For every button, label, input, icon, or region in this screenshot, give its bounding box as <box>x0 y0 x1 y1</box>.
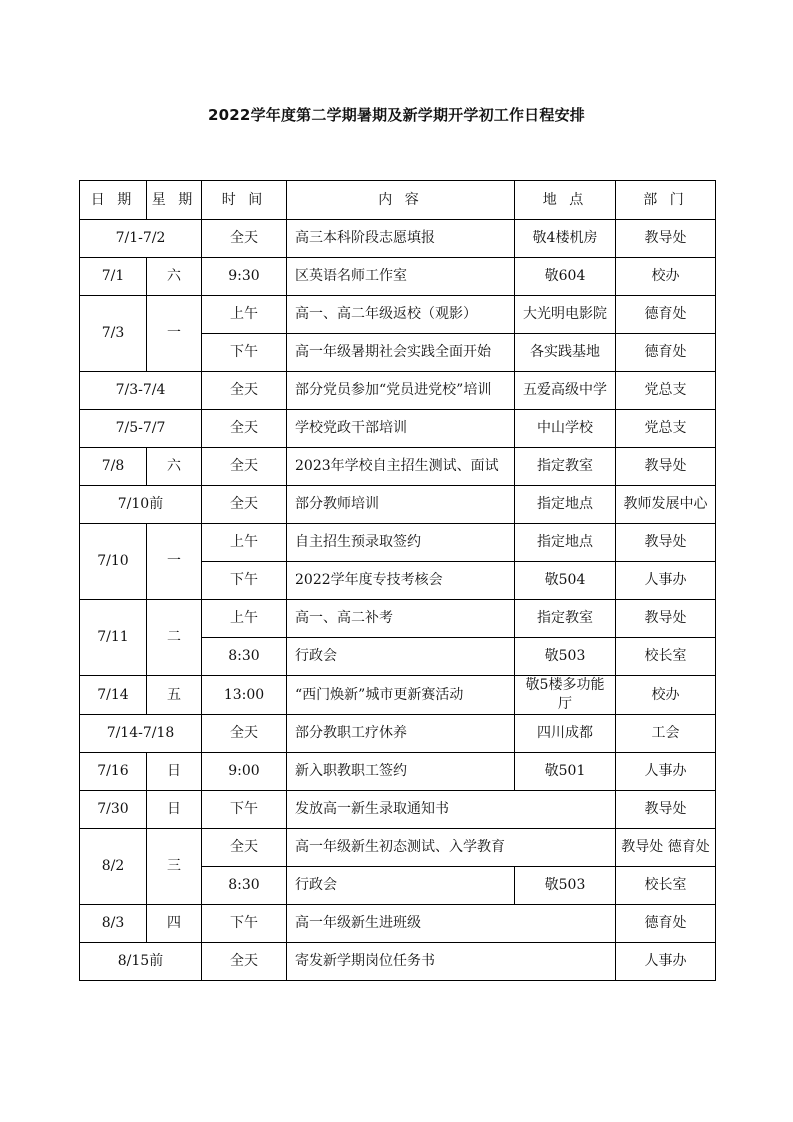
table-row <box>80 410 716 448</box>
weekday-cell: 五 <box>147 676 202 715</box>
location-cell: 五爱高级中学 <box>515 372 616 410</box>
location-cell: 中山学校 <box>515 410 616 448</box>
location-cell: 敬604 <box>515 258 616 296</box>
department-cell: 校长室 <box>616 867 716 905</box>
content-cell: 高一、高二补考 <box>287 600 515 638</box>
department-cell: 教导处 <box>616 524 716 562</box>
table-row <box>80 791 716 829</box>
department-cell: 教导处 德育处 <box>616 829 716 867</box>
time-cell: 上午 <box>202 296 287 334</box>
time-cell: 全天 <box>202 372 287 410</box>
time-cell: 下午 <box>202 791 287 829</box>
content-cell: 部分党员参加“党员进党校”培训 <box>287 372 515 410</box>
weekday-cell: 二 <box>147 600 202 676</box>
location-cell: 敬501 <box>515 753 616 791</box>
table-row <box>80 600 716 638</box>
date-cell: 7/8 <box>80 448 147 486</box>
date-cell: 8/15前 <box>80 943 202 981</box>
department-cell: 教导处 <box>616 220 716 258</box>
time-cell: 全天 <box>202 220 287 258</box>
time-cell: 9:30 <box>202 258 287 296</box>
time-cell: 上午 <box>202 600 287 638</box>
location-cell: 指定地点 <box>515 486 616 524</box>
date-cell: 7/14 <box>80 676 147 715</box>
date-cell: 7/16 <box>80 753 147 791</box>
table-row <box>80 448 716 486</box>
schedule-table <box>79 180 716 981</box>
header-location: 地 点 <box>515 181 616 220</box>
date-cell: 8/3 <box>80 905 147 943</box>
content-cell: 发放高一新生录取通知书 <box>287 791 616 829</box>
date-cell: 7/5-7/7 <box>80 410 202 448</box>
time-cell: 上午 <box>202 524 287 562</box>
department-cell: 校办 <box>616 258 716 296</box>
department-cell: 德育处 <box>616 296 716 334</box>
department-cell: 校长室 <box>616 638 716 676</box>
content-cell: 部分教师培训 <box>287 486 515 524</box>
content-cell: 2022学年度专技考核会 <box>287 562 515 600</box>
department-cell: 党总支 <box>616 372 716 410</box>
time-cell: 全天 <box>202 448 287 486</box>
weekday-cell: 三 <box>147 829 202 905</box>
content-cell: 区英语名师工作室 <box>287 258 515 296</box>
weekday-cell: 一 <box>147 524 202 600</box>
date-cell: 7/1 <box>80 258 147 296</box>
table-row <box>80 676 716 715</box>
header-weekday: 星 期 <box>147 181 202 220</box>
table-row <box>80 829 716 867</box>
table-row <box>80 486 716 524</box>
department-cell: 人事办 <box>616 943 716 981</box>
time-cell: 全天 <box>202 829 287 867</box>
weekday-cell: 四 <box>147 905 202 943</box>
table-row <box>80 905 716 943</box>
table-row <box>80 524 716 562</box>
table-row <box>80 220 716 258</box>
date-cell: 7/3 <box>80 296 147 372</box>
table-row <box>80 943 716 981</box>
document-title: 2022学年度第二学期暑期及新学期开学初工作日程安排 <box>208 106 585 124</box>
date-cell: 8/2 <box>80 829 147 905</box>
date-cell: 7/14-7/18 <box>80 715 202 753</box>
department-cell: 人事办 <box>616 753 716 791</box>
department-cell: 德育处 <box>616 905 716 943</box>
content-cell: 自主招生预录取签约 <box>287 524 515 562</box>
table-row <box>80 296 716 334</box>
content-cell: 部分教职工疗休养 <box>287 715 515 753</box>
time-cell: 下午 <box>202 334 287 372</box>
table-row <box>80 753 716 791</box>
weekday-cell: 一 <box>147 296 202 372</box>
department-cell: 党总支 <box>616 410 716 448</box>
weekday-cell: 日 <box>147 791 202 829</box>
table-row <box>80 715 716 753</box>
content-cell: 高一年级暑期社会实践全面开始 <box>287 334 515 372</box>
content-cell: 高一年级新生进班级 <box>287 905 616 943</box>
location-cell: 敬5楼多功能厅 <box>515 676 616 715</box>
department-cell: 教导处 <box>616 600 716 638</box>
date-cell: 7/30 <box>80 791 147 829</box>
date-cell: 7/10 <box>80 524 147 600</box>
department-cell: 校办 <box>616 676 716 715</box>
content-cell: 新入职教职工签约 <box>287 753 515 791</box>
date-cell: 7/1-7/2 <box>80 220 202 258</box>
time-cell: 下午 <box>202 562 287 600</box>
time-cell: 全天 <box>202 715 287 753</box>
location-cell: 敬503 <box>515 867 616 905</box>
content-cell: 行政会 <box>287 638 515 676</box>
content-cell: 寄发新学期岗位任务书 <box>287 943 616 981</box>
content-cell: 高三本科阶段志愿填报 <box>287 220 515 258</box>
content-cell: 行政会 <box>287 867 515 905</box>
location-cell: 敬504 <box>515 562 616 600</box>
weekday-cell: 日 <box>147 753 202 791</box>
date-cell: 7/10前 <box>80 486 202 524</box>
header-time: 时 间 <box>202 181 287 220</box>
date-cell: 7/3-7/4 <box>80 372 202 410</box>
department-cell: 工会 <box>616 715 716 753</box>
time-cell: 8:30 <box>202 867 287 905</box>
table-row <box>80 372 716 410</box>
location-cell: 指定教室 <box>515 448 616 486</box>
date-cell: 7/11 <box>80 600 147 676</box>
header-department: 部 门 <box>616 181 716 220</box>
location-cell: 大光明电影院 <box>515 296 616 334</box>
location-cell: 敬4楼机房 <box>515 220 616 258</box>
department-cell: 德育处 <box>616 334 716 372</box>
department-cell: 教导处 <box>616 448 716 486</box>
department-cell: 教导处 <box>616 791 716 829</box>
location-cell: 指定教室 <box>515 600 616 638</box>
content-cell: 学校党政干部培训 <box>287 410 515 448</box>
department-cell: 教师发展中心 <box>616 486 716 524</box>
content-cell: 2023年学校自主招生测试、面试 <box>287 448 515 486</box>
time-cell: 全天 <box>202 943 287 981</box>
time-cell: 全天 <box>202 410 287 448</box>
table-row <box>80 258 716 296</box>
content-cell: 高一年级新生初态测试、入学教育 <box>287 829 616 867</box>
time-cell: 下午 <box>202 905 287 943</box>
location-cell: 四川成都 <box>515 715 616 753</box>
time-cell: 9:00 <box>202 753 287 791</box>
header-content: 内 容 <box>287 181 515 220</box>
weekday-cell: 六 <box>147 258 202 296</box>
header-date: 日 期 <box>80 181 147 220</box>
time-cell: 全天 <box>202 486 287 524</box>
location-cell: 敬503 <box>515 638 616 676</box>
location-cell: 指定地点 <box>515 524 616 562</box>
department-cell: 人事办 <box>616 562 716 600</box>
content-cell: 高一、高二年级返校（观影） <box>287 296 515 334</box>
table-header-row <box>80 181 716 220</box>
weekday-cell: 六 <box>147 448 202 486</box>
time-cell: 13:00 <box>202 676 287 715</box>
time-cell: 8:30 <box>202 638 287 676</box>
content-cell: “西门焕新”城市更新赛活动 <box>287 676 515 715</box>
location-cell: 各实践基地 <box>515 334 616 372</box>
